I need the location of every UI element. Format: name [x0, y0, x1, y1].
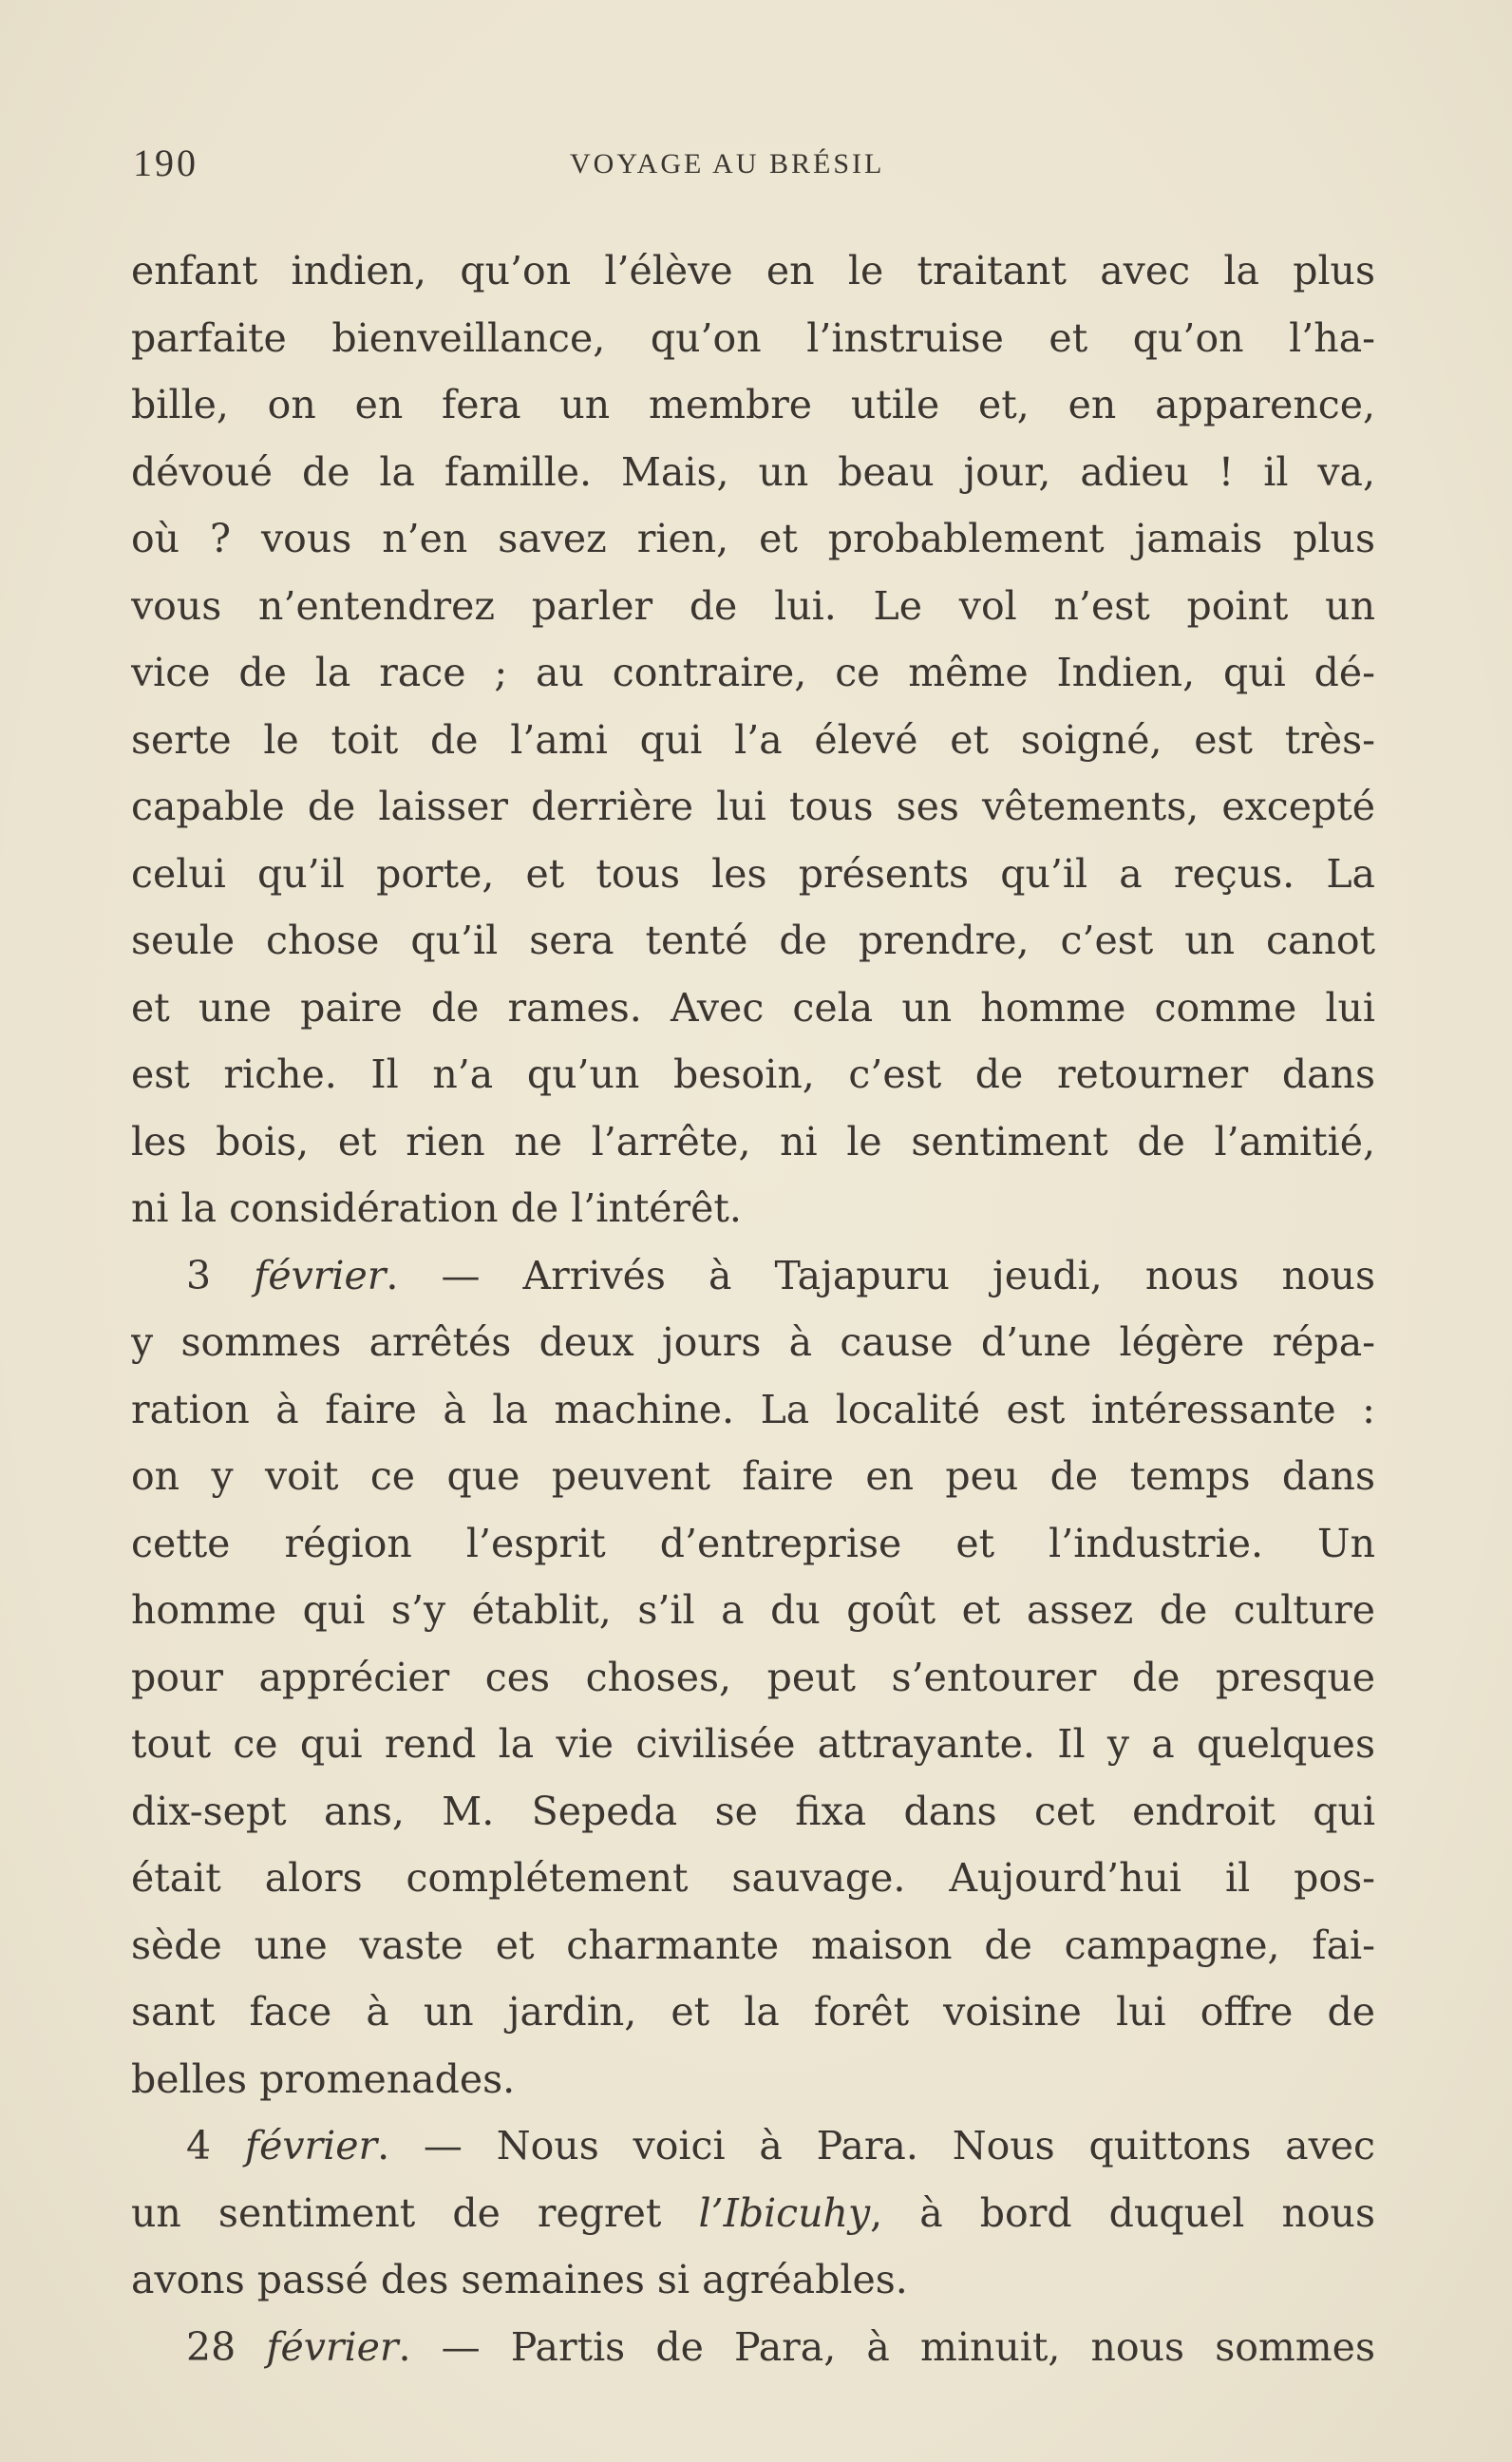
ship-name: l’Ibicuhy [698, 2189, 871, 2236]
line-text: , à bord duquel nous [870, 2189, 1375, 2236]
text-line: était alors complétement sauvage. Aujourd’hui il pos- [131, 1855, 1375, 1901]
body-text [131, 237, 1375, 2380]
text-line: seule chose qu’il sera tenté de prendre, c’est un canot [131, 918, 1375, 963]
entry-text: . — Nous voici à Para. Nous quittons avec [377, 2123, 1375, 2168]
dated-entry-line [131, 2112, 1375, 2180]
running-title: VOYAGE AU BRÉSIL [570, 148, 885, 180]
text-line: ration à faire à la machine. La localité est intéressante : [131, 1386, 1375, 1432]
date-day: 28 [186, 2323, 267, 2370]
text-line: et une paire de rames. Avec cela un homme comme lui [131, 984, 1375, 1031]
text-line: y sommes arrêtés deux jours à cause d’une légère répa- [131, 1319, 1375, 1365]
text-line: sant face à un jardin, et la forêt voisine lui offre de [131, 1989, 1375, 2035]
text-line: homme qui s’y établit, s’il a du goût et assez de culture [131, 1587, 1375, 1633]
text-line: vice de la race ; au contraire, ce même Indien, qui dé- [131, 650, 1375, 695]
text-line: vous n’entendrez parler de lui. Le vol n’est point un [131, 582, 1375, 629]
text-line: pour apprécier ces choses, peut s’entourer de presque [131, 1654, 1375, 1700]
text-line: serte le toit de l’ami qui l’a élevé et soigné, est très- [131, 716, 1375, 763]
entry-text: . — Partis de Para, à minuit, nous sommes [398, 2323, 1375, 2370]
text-line: belles promenades. [131, 2055, 516, 2102]
text-line: sède une vaste et charmante maison de campagne, fai- [131, 1922, 1375, 1968]
running-head [133, 141, 1379, 198]
line-text: un sentiment de regret [131, 2189, 699, 2236]
text-line: bille, on en fera un membre utile et, en apparence, [131, 382, 1375, 427]
date-month: février [244, 2123, 378, 2168]
text-line: cette région l’esprit d’entreprise et l’industrie. Un [131, 1520, 1375, 1566]
text-line [131, 2180, 1375, 2247]
text-line: capable de laisser derrière lui tous ses vêtements, excepté [131, 784, 1375, 829]
text-line: dix-sept ans, M. Sepeda se fixa dans cet endroit qui [131, 1788, 1375, 1834]
text-line: parfaite bienveillance, qu’on l’instruise et qu’on l’ha- [131, 314, 1375, 361]
date-month: février [254, 1252, 387, 1298]
page-number: 190 [133, 142, 198, 184]
text-line: tout ce qui rend la vie civilisée attrayante. Il y a quelques [131, 1721, 1375, 1767]
dated-entry-line [131, 2314, 1375, 2381]
text-line: les bois, et rien ne l’arrête, ni le sentiment de l’amitié, [131, 1118, 1375, 1165]
text-line: où ? vous n’en savez rien, et probablement jamais plus [131, 516, 1375, 561]
text-line: avons passé des semaines si agréables. [131, 2257, 908, 2302]
text-line: celui qu’il porte, et tous les présents qu’il a reçus. La [131, 850, 1375, 897]
date-day: 3 [186, 1252, 255, 1298]
text-line: ni la considération de l’intérêt. [131, 1185, 742, 1231]
dated-entry-line [131, 1242, 1375, 1310]
text-line: on y voit ce que peuvent faire en peu de temps dans [131, 1453, 1375, 1499]
date-day: 4 [186, 2123, 245, 2168]
entry-text: . — Arrivés à Tajapuru jeudi, nous nous [386, 1252, 1375, 1298]
text-line: enfant indien, qu’on l’élève en le traitant avec la plus [131, 248, 1375, 294]
text-line: est riche. Il n’a qu’un besoin, c’est de retourner dans [131, 1051, 1375, 1097]
date-month: février [266, 2323, 399, 2370]
text-line: dévoué de la famille. Mais, un beau jour, adieu ! il va, [131, 448, 1375, 495]
